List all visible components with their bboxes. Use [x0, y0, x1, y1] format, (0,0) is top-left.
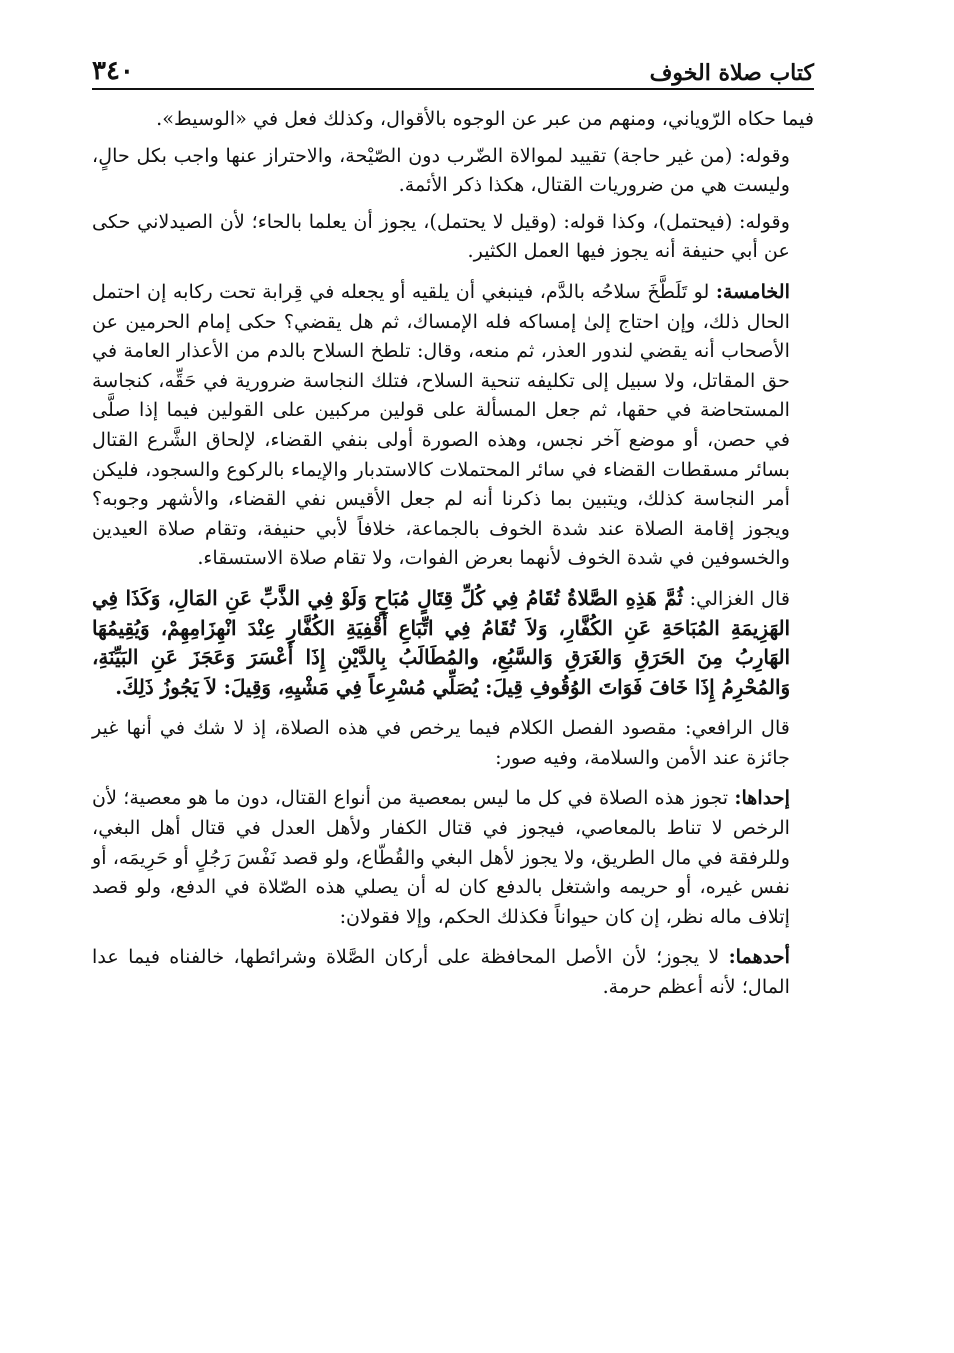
paragraph-label: الخامسة: — [715, 279, 790, 303]
book-page — [92, 44, 814, 1009]
page-header — [92, 44, 814, 90]
paragraph-text: مقصود الفصل الكلام فيما يرخص في هذه الصلاة، إذ لا شك في أنها غير جائزة عند الأمن والسلامة، وفيه صور: — [92, 716, 790, 769]
paragraph-continuation — [92, 104, 814, 134]
page-body — [92, 104, 814, 1002]
paragraph-first-case — [92, 783, 814, 931]
paragraph-text: وقوله: (فيحتمل)، وكذا قوله: (وقيل لا يحتمل)، يجوز أن يعلما بالحاء؛ لأن الصيدلاني حكى عن أبي حنيفة أنه يجوز فيها العمل الكثير. — [92, 209, 790, 263]
paragraph-text: تجوز هذه الصلاة في كل ما ليس بمعصية من أنواع القتال، دون ما هو معصية؛ لأن الرخص لا تناط بالمعاصي، فيجوز في قتال الكفار ولأهل العدل في قتال أهل البغي، وللرفقة في مال الطريق، ولا يجوز لأهل البغي والقُطّاع، ولو قصد نَفْسَ رَجُلٍ أو حَرِيمَه، أو نفس غيره، أو حريمه واشتغل بالدفع كان له أن يصلي هذه الصّلاة في الدفع، ولو قصد إتلاف ماله نظر، إن كان حيواناً فكذلك الحكم، وإلا فقولان: — [92, 786, 790, 928]
paragraph-fifth-case — [92, 277, 814, 573]
paragraph-yahtamil-note — [92, 207, 814, 266]
paragraph-label: إحداها: — [734, 786, 791, 810]
paragraph-label: قال الغزالي: — [689, 586, 790, 610]
paragraph-ghazali-matn — [92, 584, 814, 702]
paragraph-text: وقوله: (من غير حاجة) تقييد لموالاة الضّرب دون الصّيْحة، والاحتراز عنها واجب بكل حالٍ، وليست هي من ضروريات القتال، هكذا ذكر الأئمة. — [92, 143, 790, 197]
page-number: ٣٤٠ — [92, 56, 134, 86]
paragraph-text: فيما حكاه الرّوياني، ومنهم من عبر عن الوجوه بالأقوال، وكذلك فعل في «الوسيط». — [156, 107, 814, 130]
paragraph-text: لا يجوز؛ لأن الأصل المحافظة على أركان الصَّلاة وشرائطها، خالفناه فيما عدا المال؛ لأنه أعظم حرمة. — [92, 945, 790, 999]
paragraph-hajah-note — [92, 141, 814, 200]
paragraph-text: لو تَلَطَّخَ سلاحُه بالدَّم، فينبغي أن يلقيه أو يجعله في قِرابة تحت ركابه إن احتمل الحال ذلك، وإن احتاج إلىٰ إمساكه فله الإمساك، ثم هل يقضي؟ حكى إمام الحرمين عن الأصحاب أنه يقضي لندور العذر، ثم منعه، وقال: تلطخ السلاح بالدم من الأعذار العامة في حق المقاتل، ولا سبيل إلى تكليفه تنحية السلاح، فتلك النجاسة ضرورية في حَقِّه، كنجاسة المستحاضة في حقها، ثم جعل المسألة على قولين مركبين على القولين فيما إذا صلَّى في حصن، أو موضع آخر نجس، وهذه الصورة أولى بنفي القضاء، لإلحاق الشَّرع القتال بسائر مسقطات القضاء في سائر المحتملات كالاستدبار والإيماء بالركوع والسجود، فليكن أمر النجاسة كذلك، ويتبين بما ذكرنا أنه لم جعل الأقيس نفي القضاء، والأشهر وجوبه؟ ويجوز إقامة الصلاة عند شدة الخوف بالجماعة، خلافاً لأبي حنيفة، وتقام صلاة العيدين والخسوفين في شدة الخوف لأنهما بعرض الفوات، ولا تقام صلاة الاستسقاء. — [92, 279, 790, 570]
matn-text: ثُمَّ هَذِهِ الصَّلاةُ تُقَامُ فِي كُلِّ قِتَالٍ مُبَاحٍ وَلَوْ فِي الذَّبِّ عَنِ المَالِ، وَكَذَا فِي الهَزِيمَةِ المُبَاحَةِ عَنِ الكُفَّارِ، وَلاَ تُقَامُ فِي اتِّبَاعِ أَقْفِيَةِ الكُفَّارِ عِنْدَ انْهِزَامِهِمْ، وَيُقِيمُهَا الهَارِبُ مِنَ الحَرَقِ وَالغَرَقِ وَالسَّبُعِ، والمُطَالَبُ بِالدَّيْنِ إِذَا أَعْسَرَ وَعَجَزَ عَنِ البَيِّنَةِ، وَالمُحْرِمُ إِذَا خَافَ فَوَاتَ الوُقُوفِ قِيلَ: يُصَلِّي مُسْرِعاً فِي مَشْيِهِ، وَقِيلَ: لاَ يَجُوزُ ذَلِكَ. — [92, 585, 790, 699]
running-title: كتاب صلاة الخوف — [649, 60, 814, 86]
paragraph-label: أحدهما: — [728, 945, 790, 969]
paragraph-rafii-commentary — [92, 713, 814, 772]
paragraph-label: قال الرافعي: — [684, 716, 790, 740]
paragraph-first-opinion — [92, 942, 814, 1001]
